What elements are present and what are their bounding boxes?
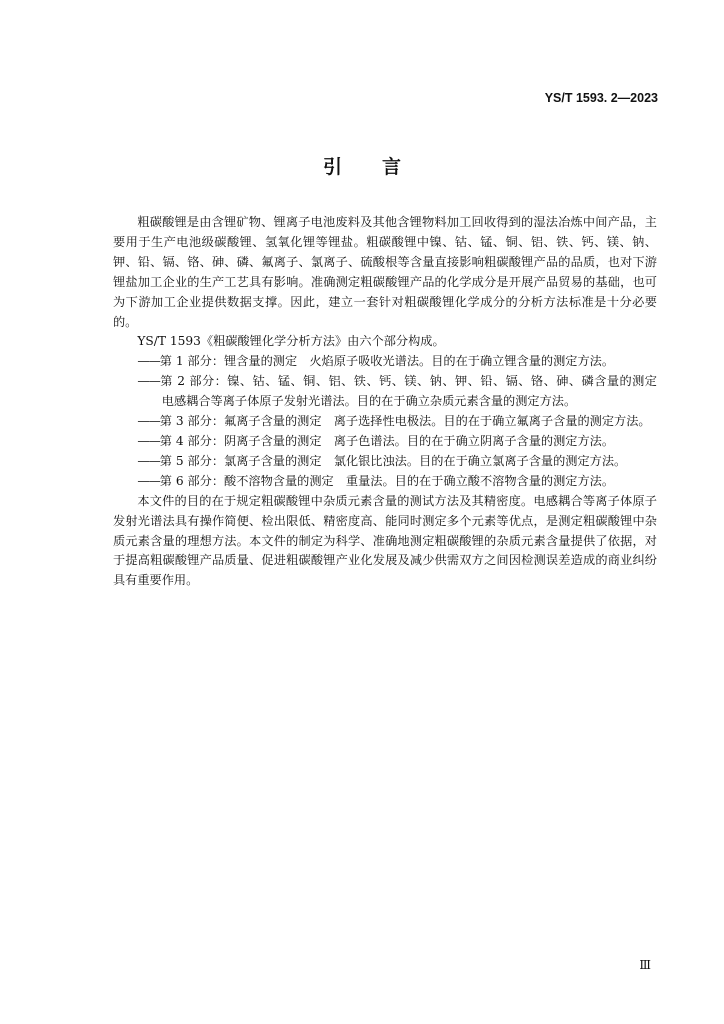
intro-paragraph: 粗碳酸锂是由含锂矿物、锂离子电池废料及其他含锂物料加工回收得到的湿法冶炼中间产品，主要用于生产电池级碳酸锂、氢氧化锂等锂盐。粗碳酸锂中镍、钴、锰、铜、铝、铁、钙、镁、钠、钾、铅、镉、铬、砷、磷、氟离子、氯离子、硫酸根等含量直接影响粗碳酸锂产品的品质，也对下游锂盐加工企业的生产工艺具有影响。准确测定粗碳酸锂产品的化学成分是开展产品贸易的基础，也可为下游加工企业提供数据支撑。因此，建立一套针对粗碳酸锂化学成分的分析方法标准是十分必要的。	[113, 215, 657, 329]
series-intro: YS/T 1593《粗碳酸锂化学分析方法》由六个部分构成。	[137, 334, 445, 349]
page-number: Ⅲ	[639, 958, 651, 972]
list-item: ——第 5 部分：氯离子含量的测定 氯化银比浊法。目的在于确立氯离子含量的测定方法。	[137, 453, 627, 468]
purpose-paragraph: 本文件的目的在于规定粗碳酸锂中杂质元素含量的测试方法及其精密度。电感耦合等离子体原子发射光谱法具有操作简便、检出限低、精密度高、能同时测定多个元素等优点，是测定粗碳酸锂中杂质元素含量的理想方法。本文件的制定为科学、准确地测定粗碳酸锂的杂质元素含量提供了依据，对于提高粗碳酸锂产品质量、促进粗碳酸锂产业化发展及减少供需双方之间因检测误差造成的商业纠纷具有重要作用。	[113, 493, 657, 588]
page-title: 引言	[322, 156, 441, 178]
list-item: ——第 4 部分：阴离子含量的测定 离子色谱法。目的在于确立阴离子含量的测定方法。	[137, 433, 615, 448]
list-item: ——第 3 部分：氟离子含量的测定 离子选择性电极法。目的在于确立氟离子含量的测定方法。	[137, 414, 651, 429]
list-item: ——第 6 部分：酸不溶物含量的测定 重量法。目的在于确立酸不溶物含量的测定方法。	[137, 473, 615, 488]
standard-code: YS/T 1593. 2—2023	[544, 91, 658, 105]
list-item: ——第 2 部分：镍、钴、锰、铜、铝、铁、钙、镁、钠、钾、铅、镉、铬、砷、磷含量的测定 电感耦合等离子体原子发射光谱法。目的在于确立杂质元素含量的测定方法。	[137, 374, 670, 409]
document-body	[113, 213, 670, 591]
list-item: ——第 1 部分：锂含量的测定 火焰原子吸收光谱法。目的在于确立锂含量的测定方法。	[137, 354, 615, 369]
